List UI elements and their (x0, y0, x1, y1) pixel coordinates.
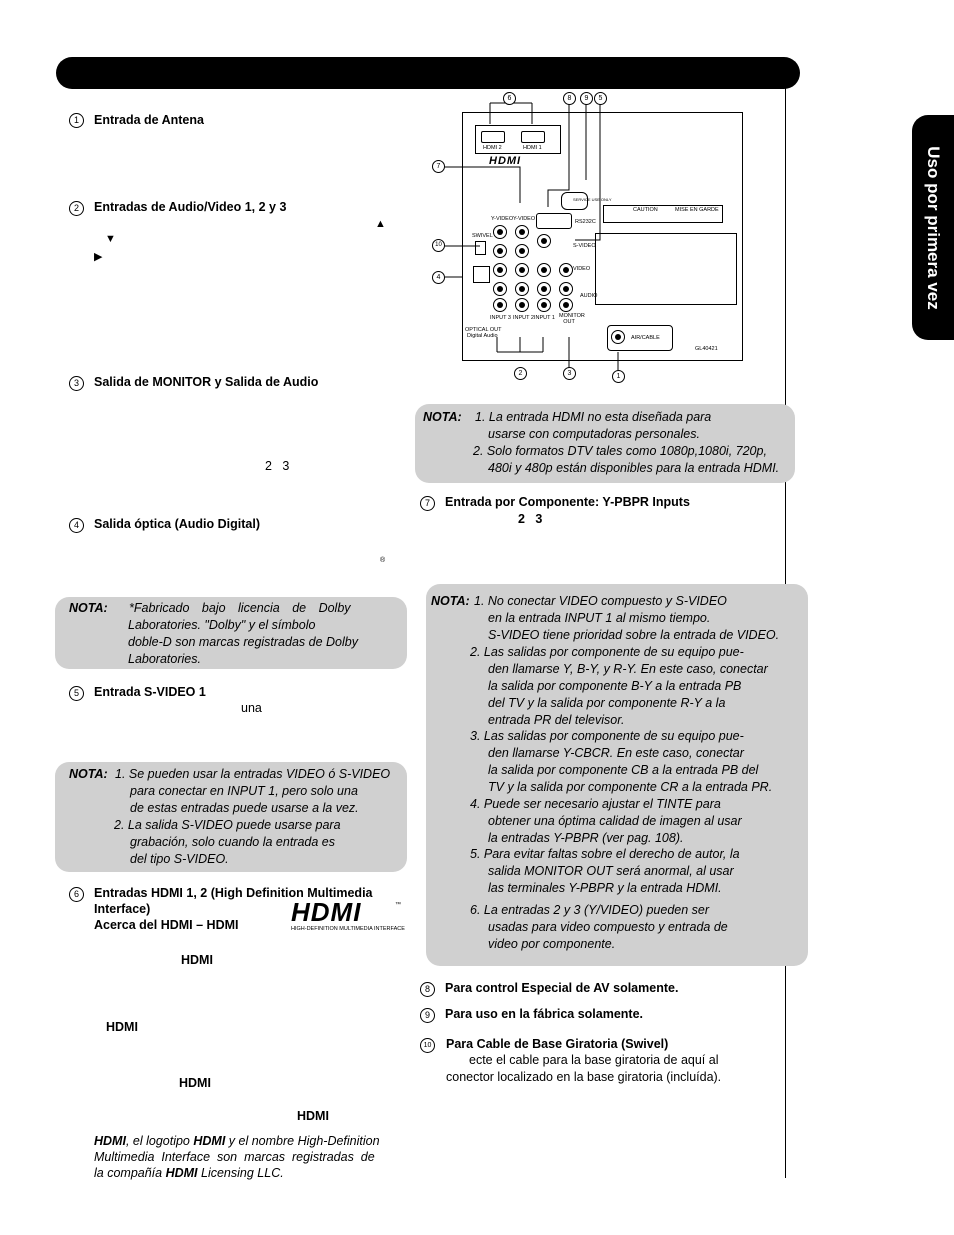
hdmi-heading-cont: Interface) (94, 902, 151, 916)
monitor-out-heading: Salida de MONITOR y Salida de Audio (94, 375, 319, 389)
rs232-port (536, 213, 572, 229)
jack (493, 263, 507, 277)
item-number-9: 9 (420, 1008, 435, 1023)
note-line: 6. La entradas 2 y 3 (Y/VIDEO) pueden ser (470, 903, 710, 917)
diagram-callout: 10 (432, 239, 445, 252)
input2-label: INPUT 2 (513, 315, 534, 321)
swivel-label: SWIVEL (472, 233, 493, 239)
note-line: 2. Las salidas por componente de su equipo pue- (470, 645, 744, 659)
note-label: NOTA: (69, 601, 108, 615)
jack (515, 225, 529, 239)
model-label: GL40421 (695, 346, 718, 352)
hdmi-logo: HDMI (291, 897, 362, 927)
item-number-4: 4 (69, 518, 84, 533)
note-line: obtener una óptima calidad de imagen al usar (488, 814, 742, 828)
item-number-5: 5 (69, 686, 84, 701)
jack (537, 263, 551, 277)
jack (515, 263, 529, 277)
note-label: NOTA: (431, 594, 470, 608)
diagram-callout: 6 (503, 92, 516, 105)
item-number-10: 10 (420, 1038, 435, 1053)
monitor-fragment: 2 3 (265, 459, 290, 473)
hdmi-1-label: HDMI 1 (523, 145, 542, 151)
hdmi-logo-subtitle: HIGH-DEFINITION MULTIMEDIA INTERFACE (291, 926, 405, 932)
diagram-callout: 9 (580, 92, 593, 105)
jack (493, 282, 507, 296)
component-note (426, 584, 808, 966)
jack (515, 244, 529, 258)
jack (515, 282, 529, 296)
note-line: del TV y la salida por componente R-Y a la (488, 696, 726, 710)
section-tab-label: Uso por primera vez (924, 145, 943, 310)
item-number-8: 8 (420, 982, 435, 997)
svideo-fragment: una (241, 701, 262, 715)
diagram-callout: 3 (563, 367, 576, 380)
note-line: 480i y 480p están disponibles para la entrada HDMI. (488, 461, 780, 475)
note-line: den llamarse Y-CBCR. En este caso, conectar (488, 746, 744, 760)
optical-out-port (473, 266, 490, 283)
note-line: doble-D son marcas registradas de Dolby (128, 635, 358, 649)
swivel-text: ecte el cable para la base giratoria de aquí al (469, 1053, 719, 1067)
diagram-callout: 7 (432, 160, 445, 173)
hdmi-trademark-line: Multimedia Interface son marcas registradas de (94, 1150, 375, 1164)
hdmi-fragment: HDMI (181, 953, 213, 967)
jack (559, 298, 573, 312)
yvideo-label: Y-VIDEO (491, 216, 514, 222)
note-line: video por componente. (488, 937, 616, 951)
factory-use-heading: Para uso en la fábrica solamente. (445, 1007, 643, 1021)
swivel-text: conector localizado en la base giratoria (incluída). (446, 1070, 722, 1084)
rear-panel (462, 112, 743, 361)
note-line: salida MONITOR OUT será anormal, al usar (488, 864, 734, 878)
note-line: 1. La entrada HDMI no esta diseñada para (475, 410, 712, 424)
note-line: 4. Puede ser necesario ajustar el TINTE para (470, 797, 721, 811)
digital-audio-label: Digital Audio (467, 333, 498, 339)
note-line: grabación, solo cuando la entrada es (130, 835, 336, 849)
note-line: 1. No conectar VIDEO compuesto y S-VIDEO (474, 594, 727, 608)
note-line: de estas entradas puede usarse a la vez. (130, 801, 359, 815)
caution-label: CAUTION (633, 207, 658, 213)
item-number-1: 1 (69, 113, 84, 128)
up-arrow-icon: ▲ (375, 218, 386, 230)
hdmi-fragment: HDMI (106, 1020, 138, 1034)
diagram-callout: 4 (432, 271, 445, 284)
hdmi-about: Acerca del HDMI – HDMI (94, 918, 239, 932)
note-line: den llamarse Y, B-Y, y R-Y. En este caso, conectar (488, 662, 768, 676)
note-line: entrada PR del televisor. (488, 713, 625, 727)
item-number-3: 3 (69, 376, 84, 391)
svideo-jack (537, 234, 551, 248)
jack (537, 298, 551, 312)
jack (515, 298, 529, 312)
note-label: NOTA: (69, 767, 108, 781)
hdmi-heading: Entradas HDMI 1, 2 (High Definition Multimedia (94, 886, 373, 900)
hdmi-1-port (521, 131, 545, 143)
hdmi-2-port (481, 131, 505, 143)
note-line: las terminales Y-PBPR y la entrada HDMI. (488, 881, 722, 895)
note-line: del tipo S-VIDEO. (130, 852, 229, 866)
note-line: usadas para video compuesto y entrada de (488, 920, 728, 934)
swivel-port (475, 241, 486, 255)
service-label: SERVICE USE ONLY (573, 197, 612, 202)
diagram-callout: 5 (594, 92, 607, 105)
antenna-input-heading: Entrada de Antena (94, 113, 204, 127)
svideo-label: S-VIDEO (573, 243, 596, 249)
item-number-6: 6 (69, 887, 84, 902)
svideo-heading: Entrada S-VIDEO 1 (94, 685, 206, 699)
rs232-label: RS232C (575, 219, 596, 225)
air-cable-jack (611, 330, 625, 344)
hdmi-fragment: HDMI (297, 1109, 329, 1123)
note-line: 5. Para evitar faltas sobre el derecho de autor, la (470, 847, 740, 861)
note-line: 1. Se pueden usar la entradas VIDEO ó S-VIDEO (115, 767, 391, 781)
hdmi-trademark-line: HDMI, el logotipo HDMI y el nombre High-Definition (94, 1134, 380, 1148)
note-line: usarse con computadoras personales. (488, 427, 700, 441)
note-line: TV y la salida por componente CR a la entrada PR. (488, 780, 773, 794)
jack (493, 298, 507, 312)
mise-label: MISE EN GARDE (675, 207, 719, 213)
note-line: Laboratories. (128, 652, 201, 666)
note-line: la salida por componente B-Y a la entrada PB (488, 679, 742, 693)
note-line: 3. Las salidas por componente de su equipo pue- (470, 729, 744, 743)
note-line: para conectar en INPUT 1, pero solo una (130, 784, 358, 798)
jack (537, 282, 551, 296)
air-cable-label: AIR/CABLE (631, 335, 660, 341)
optical-out-label: OPTICAL OUT (465, 327, 502, 333)
hdmi-note (415, 404, 795, 483)
note-line: la salida por componente CB a la entrada PB del (488, 763, 759, 777)
note-line: S-VIDEO tiene prioridad sobre la entrada de VIDEO. (488, 628, 780, 642)
info-label-box (595, 233, 737, 305)
diagram-callout: 2 (514, 367, 527, 380)
jack (559, 282, 573, 296)
jack (559, 263, 573, 277)
registered-mark: ® (380, 557, 386, 564)
audio-label: AUDIO (580, 293, 598, 299)
optical-out-heading: Salida óptica (Audio Digital) (94, 517, 260, 531)
item-number-2: 2 (69, 201, 84, 216)
note-line: la entradas Y-PBPR (ver pag. 108). (488, 831, 684, 845)
diagram-callout: 8 (563, 92, 576, 105)
note-line: 2. La salida S-VIDEO puede usarse para (114, 818, 341, 832)
hdmi-fragment: HDMI (179, 1076, 211, 1090)
note-label: NOTA: (423, 410, 462, 424)
input3-label: INPUT 3 (490, 315, 511, 321)
hdmi-2-label: HDMI 2 (483, 145, 502, 151)
note-line: 2. Solo formatos DTV tales como 1080p,1080i, 720p, (473, 444, 767, 458)
monitor-out-label: MONITOR OUT (559, 313, 585, 325)
av-control-heading: Para control Especial de AV solamente. (445, 981, 679, 995)
item-number-7: 7 (420, 496, 435, 511)
jack (493, 244, 507, 258)
note-line: *Fabricado bajo licencia de Dolby (129, 601, 351, 615)
panel-hdmi-logo: HDMI (489, 155, 522, 167)
right-arrow-icon: ▶ (94, 251, 103, 263)
jack (493, 225, 507, 239)
component-heading: Entrada por Componente: Y-PBPR Inputs (445, 495, 690, 509)
yvideo-label: Y-VIDEO (513, 216, 536, 222)
note-line: Laboratories. "Dolby" y el símbolo (128, 618, 316, 632)
note-line: en la entrada INPUT 1 al mismo tiempo. (488, 611, 711, 625)
av-inputs-heading: Entradas de Audio/Video 1, 2 y 3 (94, 200, 287, 214)
diagram-callout: 1 (612, 370, 625, 383)
swivel-heading: Para Cable de Base Giratoria (Swivel) (446, 1037, 669, 1051)
hdmi-trademark-line: la compañía HDMI Licensing LLC. (94, 1166, 284, 1180)
video-label: VIDEO (573, 266, 591, 272)
input1-label: INPUT 1 (534, 315, 555, 321)
tm-mark: ™ (395, 902, 401, 908)
component-fragment: 2 3 (518, 512, 543, 526)
down-arrow-icon: ▼ (105, 233, 116, 245)
